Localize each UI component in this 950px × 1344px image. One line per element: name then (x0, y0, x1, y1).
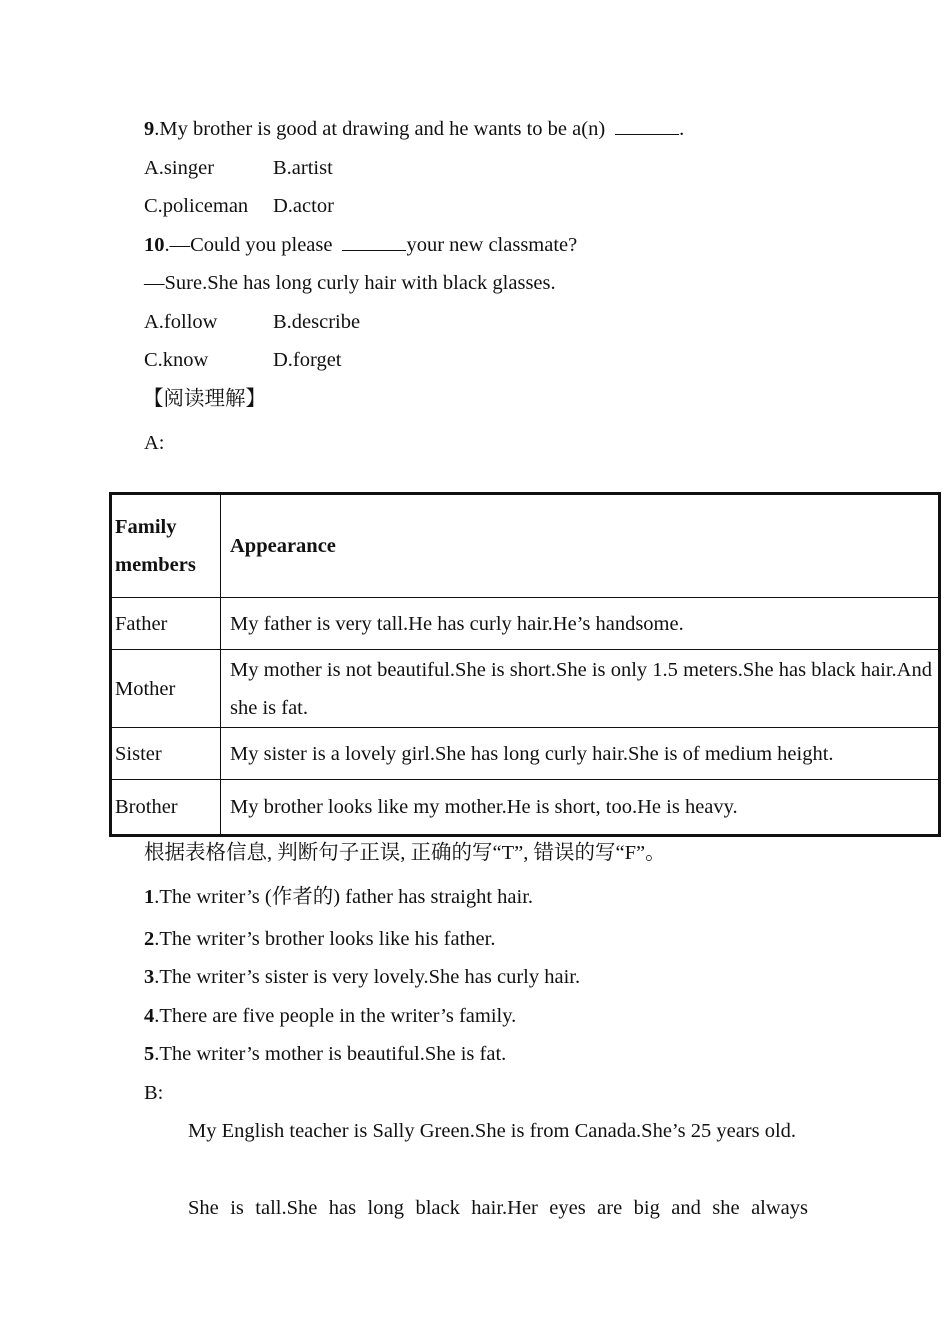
part-b-label: B: (144, 1082, 164, 1104)
table-header-row (111, 494, 940, 598)
member-cell: Mother (111, 650, 221, 728)
header-appearance: Appearance (221, 494, 940, 598)
part-a-label: A: (144, 432, 165, 454)
passage-paragraph: My English teacher is Sally Green.She is from Canada.She’s 25 years old. (188, 1120, 797, 1142)
option-a[interactable]: A.follow (144, 311, 218, 333)
member-cell: Sister (111, 728, 221, 780)
family-table (109, 492, 941, 837)
desc-cell: My father is very tall.He has curly hair.He’s handsome. (221, 598, 940, 650)
question-text: .—Could you please (164, 234, 333, 256)
option-d[interactable]: D.actor (273, 195, 334, 217)
option-c[interactable]: C.know (144, 349, 209, 371)
table-row (111, 728, 940, 780)
member-cell: Father (111, 598, 221, 650)
options-row (144, 347, 342, 373)
statement: 4.There are five people in the writer’s family. (144, 1005, 517, 1027)
statement: 1.The writer’s (作者的) father has straight hair. (144, 886, 534, 908)
member-cell: Brother (111, 780, 221, 836)
table-row (111, 598, 940, 650)
question-reply: —Sure.She has long curly hair with black glasses. (144, 272, 556, 294)
desc-cell: My sister is a lovely girl.She has long curly hair.She is of medium height. (221, 728, 940, 780)
option-a[interactable]: A.singer (144, 157, 215, 179)
desc-cell: My brother looks like my mother.He is short, too.He is heavy. (221, 780, 940, 836)
options-row (144, 155, 333, 181)
option-b[interactable]: B.artist (273, 157, 333, 179)
header-family-members: Family members (111, 494, 221, 598)
question-text: .My brother is good at drawing and he wants to be a(n) (154, 118, 606, 140)
question-9: 9.My brother is good at drawing and he wants to be a(n) . (144, 118, 685, 140)
table-row (111, 780, 940, 836)
answer-blank[interactable] (342, 234, 406, 251)
options-row (144, 309, 360, 335)
section-heading: 【阅读理解】 (143, 388, 266, 410)
statement: 5.The writer’s mother is beautiful.She is fat. (144, 1043, 507, 1065)
question-number: 9 (144, 118, 155, 140)
desc-cell: My mother is not beautiful.She is short.She is only 1.5 meters.She has black hair.And she is fat. (221, 650, 940, 728)
option-c[interactable]: C.policeman (144, 195, 249, 217)
table-row (111, 650, 940, 728)
options-row (144, 193, 334, 219)
statement: 2.The writer’s brother looks like his father. (144, 928, 496, 950)
option-d[interactable]: D.forget (273, 349, 342, 371)
statement: 3.The writer’s sister is very lovely.She has curly hair. (144, 966, 581, 988)
instruction: 根据表格信息, 判断句子正误, 正确的写“T”, 错误的写“F”。 (144, 842, 666, 864)
question-10: 10.—Could you please your new classmate? (144, 234, 578, 256)
option-b[interactable]: B.describe (273, 311, 361, 333)
passage-paragraph: She is tall.She has long black hair.Her eyes are big and she always (188, 1197, 808, 1219)
answer-blank[interactable] (615, 118, 679, 135)
question-number: 10 (144, 234, 165, 256)
